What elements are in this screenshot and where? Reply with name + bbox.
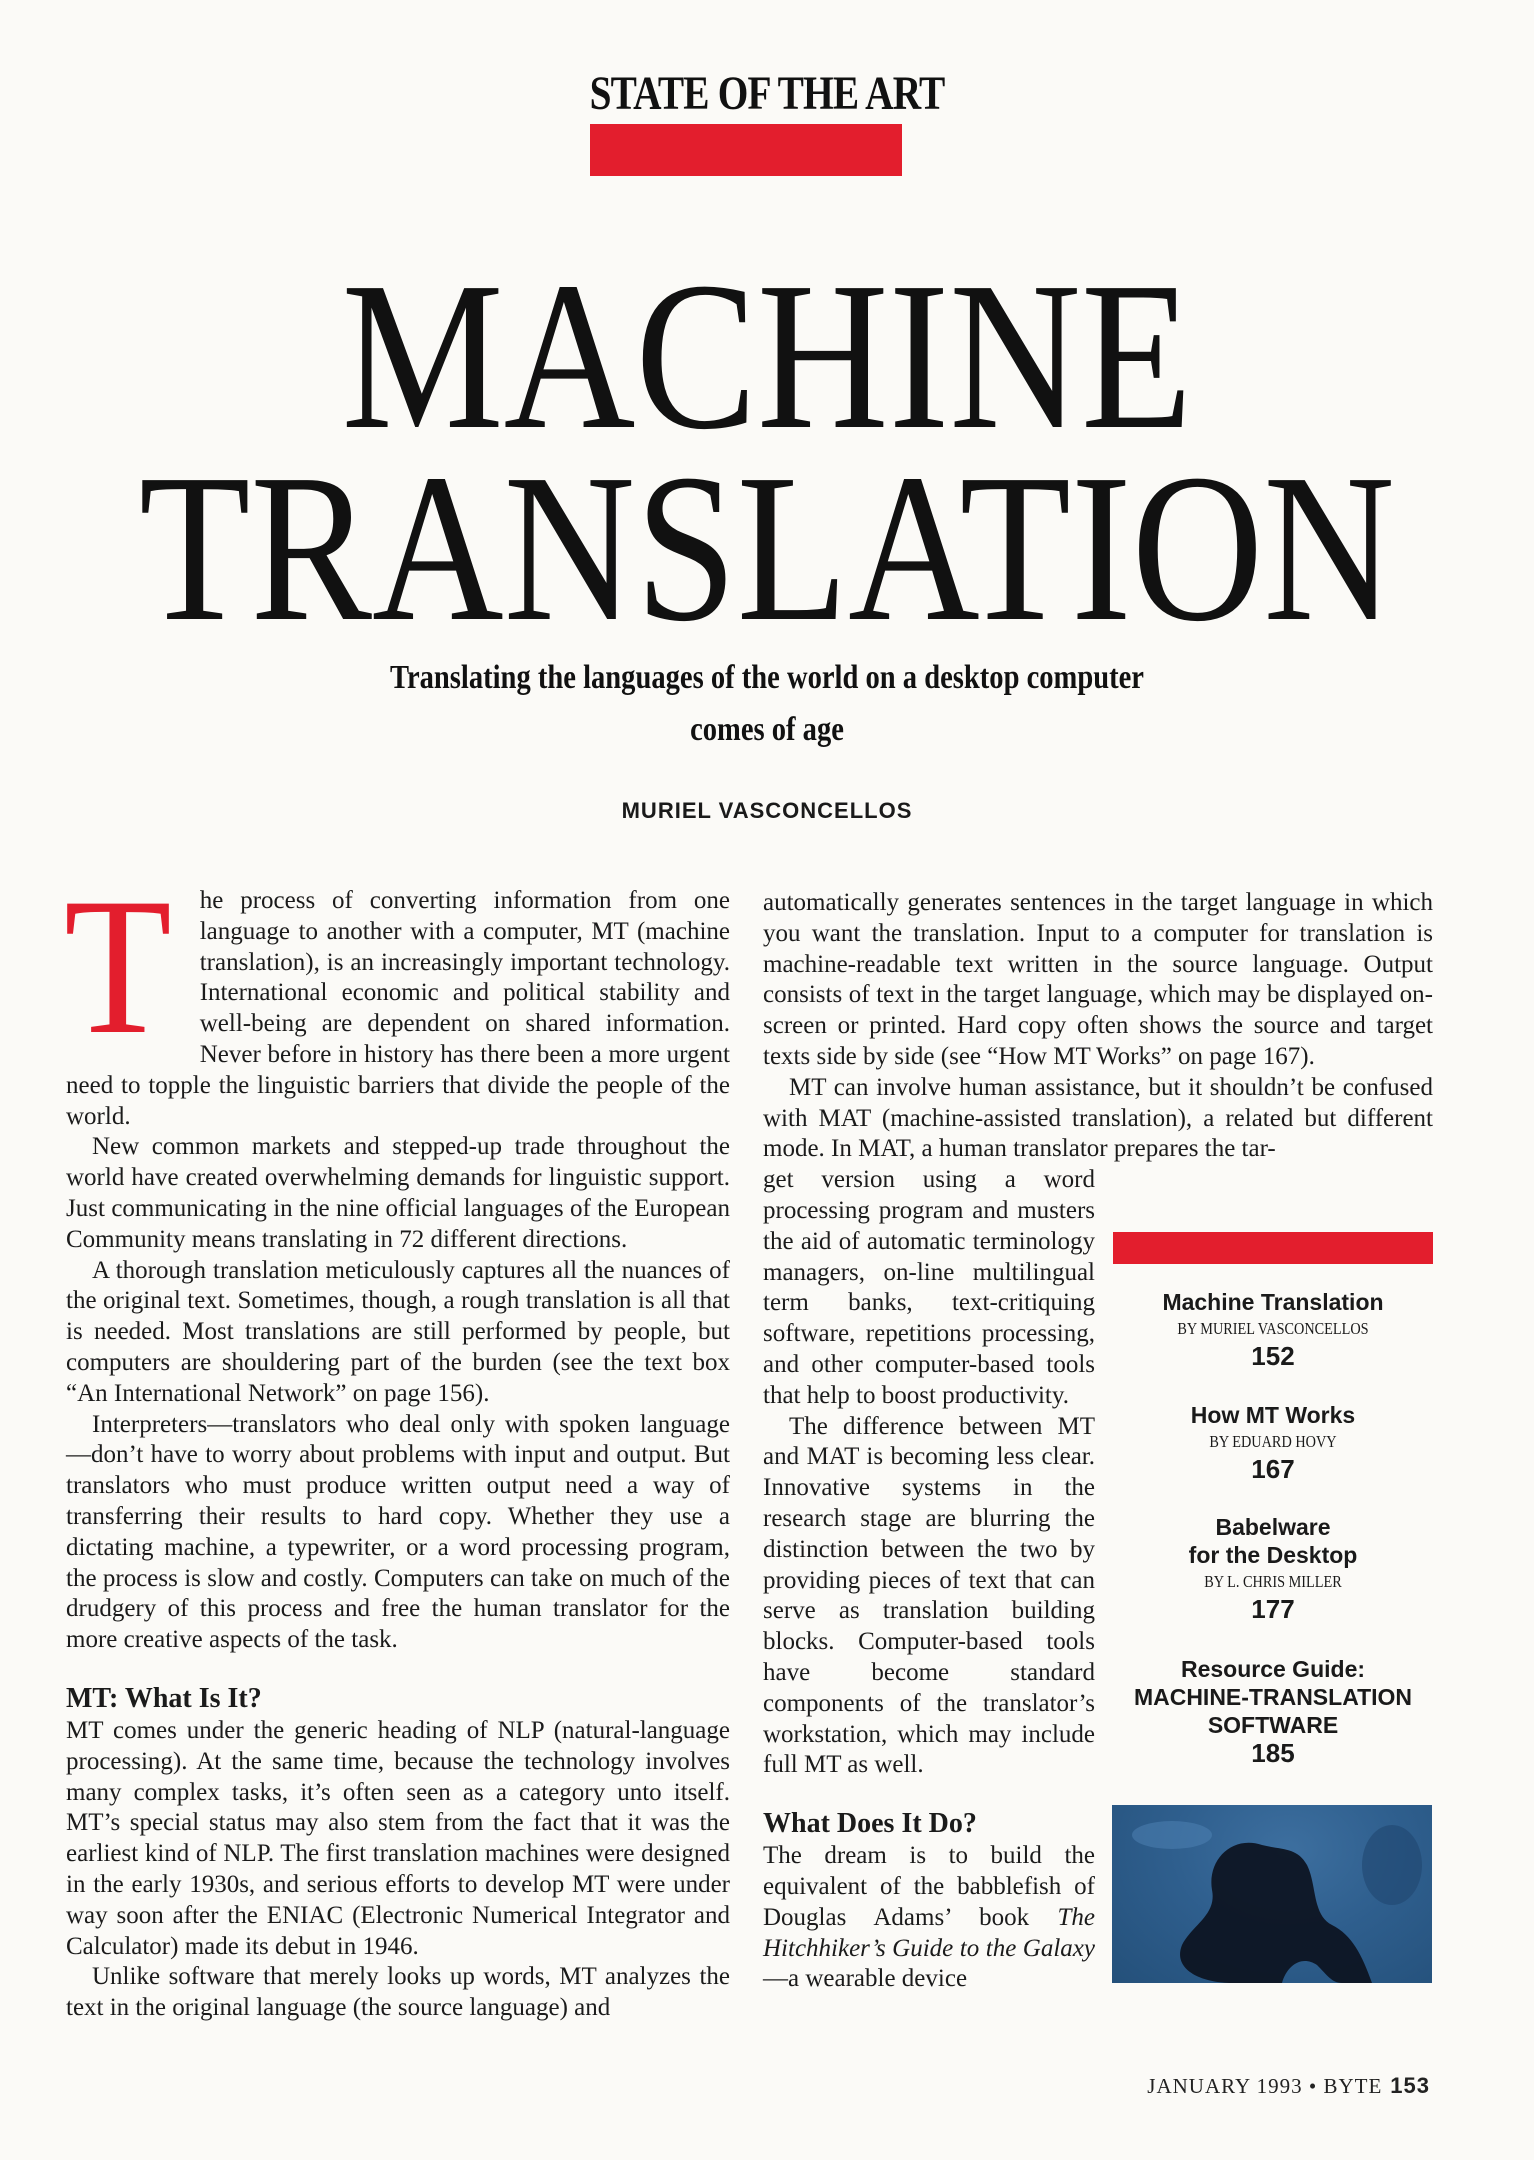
paragraph-c2-3: The difference between MT and MAT is becoming less clear. Innovative systems in the research stage are blurring the distinction between the two by providing pieces of text that can serve as translation building blocks. Computer-based tools have become standard components of the translator’s workstation, which may include full MT as well. <box>763 1412 1095 1779</box>
paragraph-5: MT comes under the generic heading of NLP (natural-language processing). At the same time, because the technology involves many complex tasks, it’s often seen as a category unto itself. MT’s special status may also stem from the fact that it was the earliest kind of NLP. The first translation machines were designed in the early 1930s, and serious efforts to develop MT were under way soon after the ENIAC (Electronic Numerical Integrator and Calculator) made its debut in 1946. <box>66 1716 730 1960</box>
section-label: STATE OF THE ART <box>589 67 945 120</box>
toc-author: BY MURIEL VASCONCELLOS <box>1177 1319 1369 1338</box>
paragraph-c2-2b: get version using a word processing program and musters the aid of automatic terminology managers, on-line multilingual term banks, text-critiquing software, repetitions processing, and other computer-based tools that help to boost productivity. <box>763 1166 1095 1409</box>
folio-text: JANUARY 1993 • BYTE <box>1147 2074 1383 2098</box>
byline: MURIEL VASCONCELLOS <box>621 798 913 823</box>
paragraph-3: A thorough translation meticulously captures all the nuances of the original text. Sometimes, though, a rough translation is all that is needed. Most translations are still performed by people, but computers are shouldering part of the burden (see the text box “An International Network” on page 156). <box>66 1256 730 1407</box>
section-color-bar <box>590 124 902 176</box>
page-number: 153 <box>1390 2073 1430 2098</box>
sidebar-color-bar <box>1113 1232 1433 1264</box>
deck <box>375 652 1160 756</box>
subhead-what-is-it: MT: What Is It? <box>66 1682 262 1714</box>
subhead-what-does-it-do: What Does It Do? <box>763 1808 977 1840</box>
drop-cap: T <box>64 858 172 1075</box>
paragraph-c2-4: The dream is to build the equivalent of the babblefish of Douglas Adams’ book The Hitchhiker’s Guide to the Galaxy—a wearable device <box>763 1842 1095 1993</box>
toc-page: 177 <box>1251 1594 1295 1624</box>
toc-title: Resource Guide: <box>1180 1656 1366 1682</box>
toc-title-line-2: MACHINE-TRANSLATION <box>1133 1684 1413 1710</box>
toc-page: 167 <box>1251 1454 1295 1484</box>
paragraph-c2-1: automatically generates sentences in the target language in which you want the translation. Input to a computer for translation is machine-readable text written in the source language. Output consists of text in the target language, which may be displayed on-screen or printed. Hard copy often shows the source and target texts side by side (see “How MT Works” on page 167). <box>763 889 1433 1070</box>
photo-illustration <box>1112 1805 1432 1983</box>
article-column-1 <box>64 858 730 2024</box>
paragraph-c2-2: MT can involve human assistance, but it shouldn’t be confused with MAT (machine-assisted translation), a related but different mode. In MAT, a human translator prepares the tar- <box>763 1073 1433 1163</box>
toc-page: 152 <box>1251 1341 1295 1371</box>
toc-item-machine-translation <box>1113 1288 1433 1370</box>
paragraph-4: Interpreters—translators who deal only with spoken language—don’t have to worry about problems with input and output. But translators who must produce written output need a way of transferring their results to hard copy. Whether they use a dictating machine, a typewriter, or a word processing program, the process is slow and costly. Computers can take on much of the drudgery of this process and free the human translator for the more creative aspects of the task. <box>66 1410 730 1654</box>
toc-title: Machine Translation <box>1162 1289 1384 1315</box>
toc-title: How MT Works <box>1190 1402 1356 1428</box>
toc-title-line-2: for the Desktop <box>1188 1542 1358 1568</box>
toc-title-line-3: SOFTWARE <box>1207 1712 1339 1738</box>
toc-item-resource-guide <box>1113 1655 1433 1767</box>
toc-item-babelware <box>1113 1513 1433 1623</box>
toc-title: Babelware <box>1215 1514 1331 1540</box>
headline-line-1: MACHINE <box>341 238 1193 473</box>
paragraph-1: T he process of converting information from one language to another with a computer, MT (machine translation), is an increasingly important technology. International economic and political stability and well-being are dependent on shared information. Never before in history has there been a more urgent need to topple the linguistic barriers that divide the people of the world. <box>64 858 730 1130</box>
deck-line-2: comes of age <box>690 711 844 748</box>
footer-folio <box>1147 2073 1430 2099</box>
headline-line-2: TRANSLATION <box>139 430 1395 665</box>
toc-author: BY L. CHRIS MILLER <box>1204 1572 1342 1591</box>
toc-item-how-mt-works <box>1113 1401 1433 1483</box>
paragraph-2: New common markets and stepped-up trade throughout the world have created overwhelming demands for linguistic support. Just communicating in the nine official languages of the European Community means translating in 72 different directions. <box>66 1133 730 1253</box>
toc-author: BY EDUARD HOVY <box>1209 1432 1337 1451</box>
paragraph-6: Unlike software that merely looks up words, MT analyzes the text in the original language (the source language) and <box>66 1963 730 2022</box>
toc-page: 185 <box>1251 1738 1295 1768</box>
sidebar-photo <box>1112 1805 1432 1983</box>
deck-line-1: Translating the languages of the world on a desktop computer <box>390 659 1144 696</box>
narrow-column <box>763 1165 1095 1995</box>
